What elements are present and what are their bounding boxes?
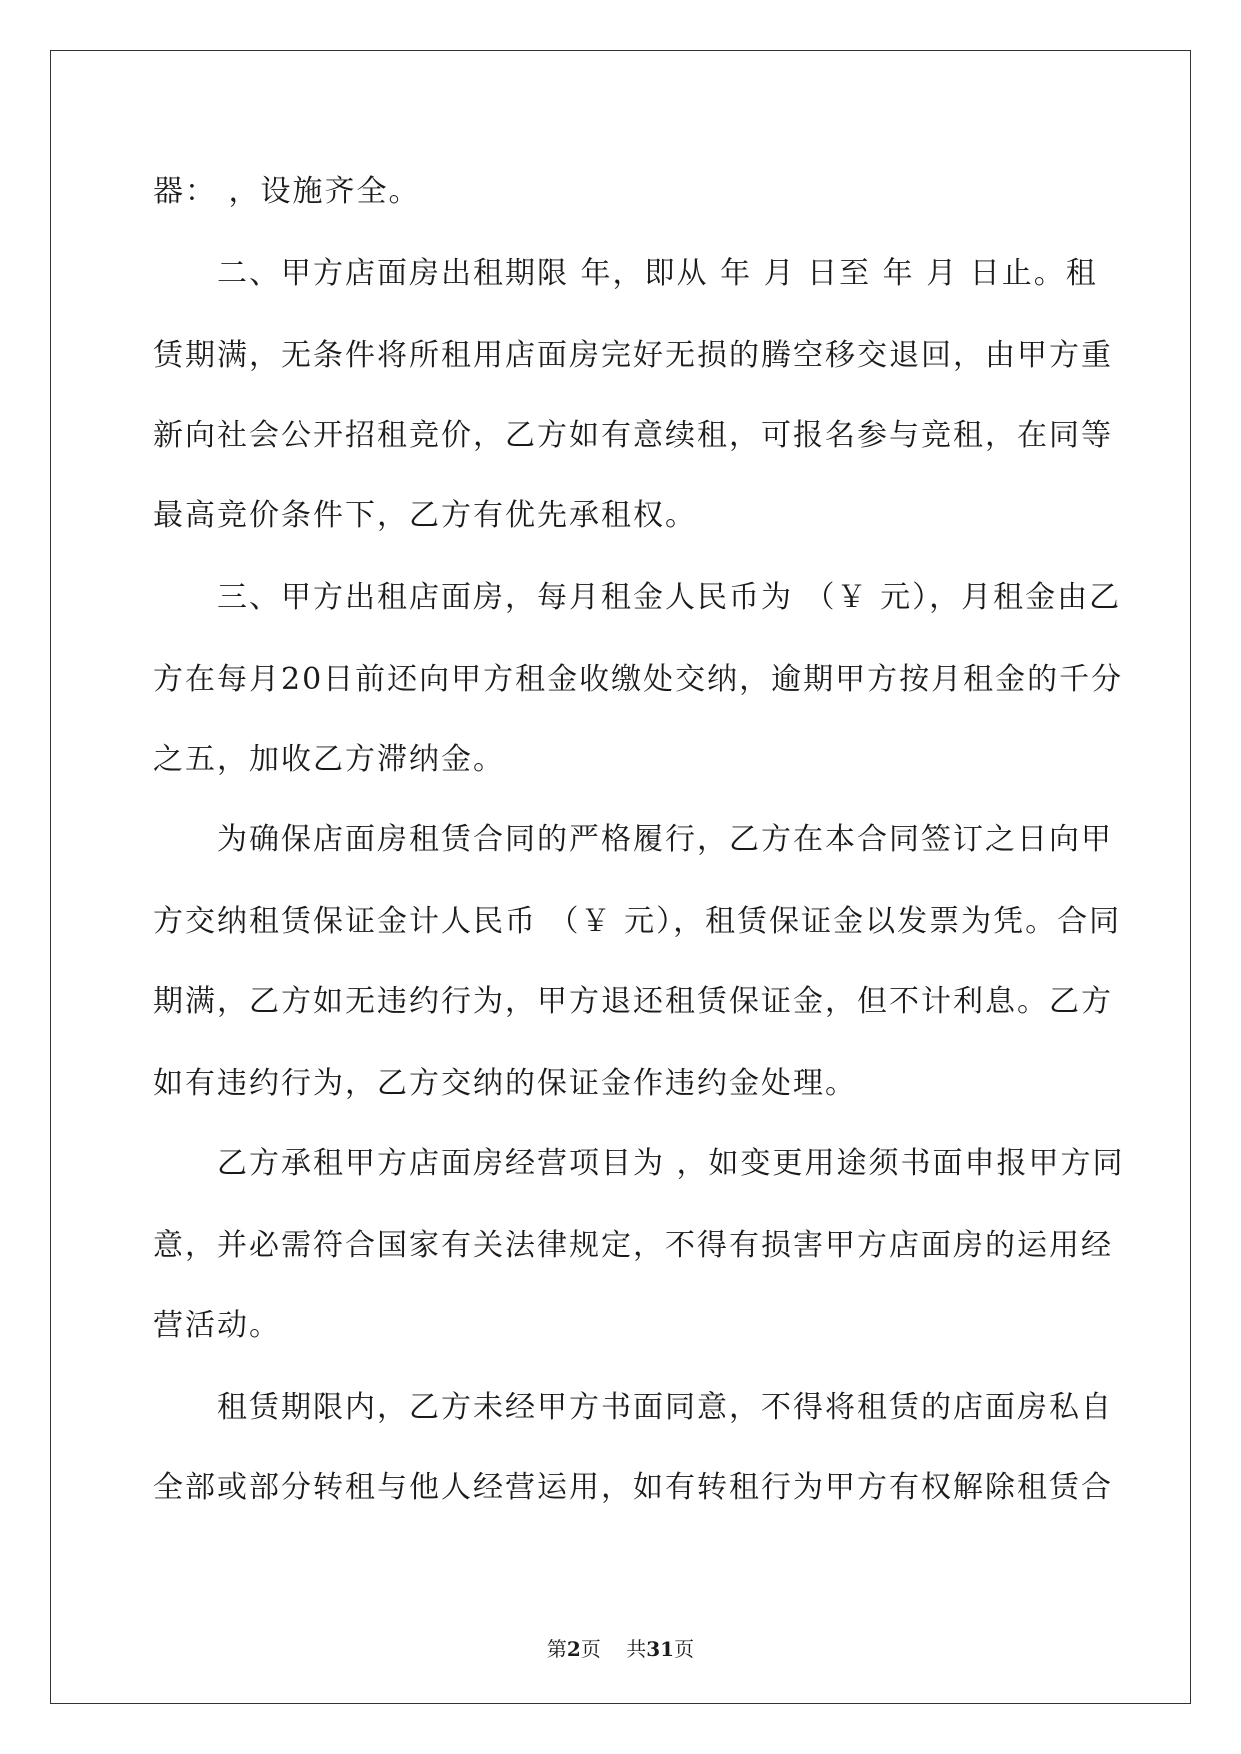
body-line-10: 方交纳租赁保证金计人民币 （￥ 元），租赁保证金以发票为凭。合同 [153, 904, 1122, 939]
body-line-14: 意，并必需符合国家有关法律规定，不得有损害甲方店面房的运用经 [153, 1228, 1113, 1263]
body-line-9: 为确保店面房租赁合同的严格履行，乙方在本合同签订之日向甲 [153, 822, 1113, 857]
body-line-15: 营活动。 [153, 1308, 281, 1343]
footer-total-prefix: 共 [626, 1637, 647, 1661]
body-line-8: 之五，加收乙方滞纳金。 [153, 742, 505, 777]
footer-page-number: 2 [566, 1637, 581, 1661]
body-line-11: 期满，乙方如无违约行为，甲方退还租赁保证金，但不计利息。乙方 [153, 984, 1113, 1019]
footer-page-prefix: 第 [546, 1637, 567, 1661]
footer-page-suffix: 页 [580, 1637, 601, 1661]
body-line-7: 方在每月20日前还向甲方租金收缴处交纳，逾期甲方按月租金的千分 [153, 662, 1124, 697]
footer-total-suffix: 页 [674, 1637, 695, 1661]
body-line-13: 乙方承租甲方店面房经营项目为 ，如变更用途须书面申报甲方同 [153, 1146, 1125, 1181]
body-line-3: 赁期满，无条件将所租用店面房完好无损的腾空移交退回，由甲方重 [153, 338, 1113, 373]
page-border [50, 50, 1191, 1704]
body-line-4: 新向社会公开招租竞价，乙方如有意续租，可报名参与竞租，在同等 [153, 418, 1113, 453]
body-line-1: 器： ，设施齐全。 [153, 174, 421, 209]
body-line-6: 三、甲方出租店面房，每月租金人民币为 （￥ 元），月租金由乙 [153, 580, 1122, 615]
body-line-12: 如有违约行为，乙方交纳的保证金作违约金处理。 [153, 1066, 857, 1101]
body-line-5: 最高竞价条件下，乙方有优先承租权。 [153, 498, 697, 533]
footer-total-pages: 31 [646, 1637, 675, 1661]
body-line-16: 租赁期限内，乙方未经甲方书面同意，不得将租赁的店面房私自 [153, 1390, 1113, 1425]
body-line-2: 二、甲方店面房出租期限 年，即从 年 月 日至 年 月 日止。租 [153, 256, 1098, 291]
page-footer [0, 1637, 1241, 1661]
body-line-17: 全部或部分转租与他人经营运用，如有转租行为甲方有权解除租赁合 [153, 1470, 1113, 1505]
